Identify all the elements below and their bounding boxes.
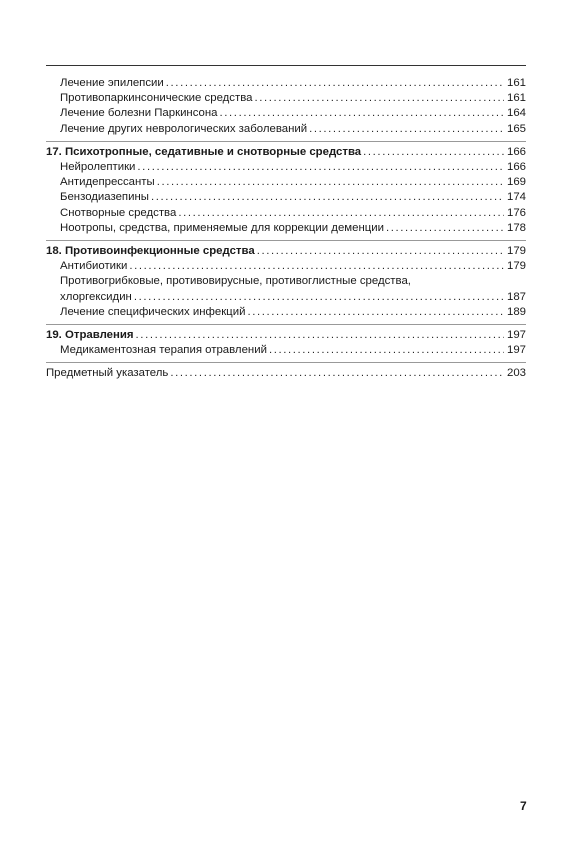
header-rule xyxy=(46,65,526,66)
toc-chapter-page: 197 xyxy=(506,329,526,342)
section-divider xyxy=(46,240,526,241)
dot-leader xyxy=(247,305,504,320)
toc-entry-page: 197 xyxy=(506,344,526,357)
toc-entry[interactable] xyxy=(46,160,526,175)
toc-entry-title: Лечение специфических инфекций xyxy=(60,305,246,318)
toc-entry[interactable] xyxy=(46,206,526,221)
toc-entry-page: 161 xyxy=(506,92,526,105)
toc-entry-page: 187 xyxy=(506,290,526,303)
toc-entry-title: хлоргексидин xyxy=(60,290,132,303)
dot-leader xyxy=(220,106,504,121)
toc-chapter-17[interactable] xyxy=(46,145,526,160)
dot-leader xyxy=(178,206,504,221)
toc-entry-title: Нейролептики xyxy=(60,161,136,174)
toc-entry-title: Противопаркинсонические средства xyxy=(60,92,253,105)
dot-leader xyxy=(134,290,504,305)
toc-chapter-title: 17. Психотропные, седативные и снотворные средства xyxy=(46,145,362,158)
toc-entry[interactable] xyxy=(46,221,526,236)
dot-leader xyxy=(386,221,504,236)
toc-entry-page: 165 xyxy=(506,122,526,135)
toc-entry-title: Бензодиазепины xyxy=(60,191,149,204)
toc-entry-page: 169 xyxy=(506,176,526,189)
toc-chapter-title: 19. Отравления xyxy=(46,329,134,342)
toc-entry[interactable] xyxy=(46,290,526,305)
dot-leader xyxy=(257,244,504,259)
toc-entry[interactable] xyxy=(46,190,526,205)
toc-entry-wrapped-line[interactable] xyxy=(46,274,526,289)
toc-entry-title: Антибиотики xyxy=(60,260,128,273)
dot-leader xyxy=(157,175,504,190)
toc-entry-page: 176 xyxy=(506,206,526,219)
toc-entry-page: 164 xyxy=(506,107,526,120)
dot-leader xyxy=(170,366,504,381)
dot-leader xyxy=(129,259,504,274)
toc-entry-page: 179 xyxy=(506,260,526,273)
toc-entry[interactable] xyxy=(46,76,526,91)
toc-entry-title: Ноотропы, средства, применяемые для коррекции деменции xyxy=(60,221,384,234)
toc-entry[interactable] xyxy=(46,343,526,358)
toc-entry-title: Лечение болезни Паркинсона xyxy=(60,107,218,120)
toc-chapter-page: 179 xyxy=(506,245,526,258)
toc-entry-title: Снотворные средства xyxy=(60,206,177,219)
dot-leader xyxy=(151,190,504,205)
toc-entry-title: Медикаментозная терапия отравлений xyxy=(60,344,267,357)
toc-entry[interactable] xyxy=(46,106,526,121)
dot-leader xyxy=(309,122,504,137)
dot-leader xyxy=(136,328,504,343)
toc-entry[interactable] xyxy=(46,91,526,106)
section-divider xyxy=(46,362,526,363)
toc-entry-title: Предметный указатель xyxy=(46,367,169,380)
toc-entry-title: Противогрибковые, противовирусные, противоглистные средства, xyxy=(60,275,411,288)
toc-entry[interactable] xyxy=(46,175,526,190)
toc-entry-page: 166 xyxy=(506,161,526,174)
dot-leader xyxy=(254,91,504,106)
page-number: 7 xyxy=(520,799,527,813)
toc-entry-page: 174 xyxy=(506,191,526,204)
toc-index[interactable] xyxy=(46,366,526,381)
toc-entry-page: 178 xyxy=(506,221,526,234)
section-divider xyxy=(46,324,526,325)
toc-entry-page: 161 xyxy=(506,77,526,89)
dot-leader xyxy=(363,145,504,160)
toc-entry[interactable] xyxy=(46,122,526,137)
toc-entry-page: 203 xyxy=(506,367,526,380)
toc-chapter-19[interactable] xyxy=(46,328,526,343)
section-divider xyxy=(46,141,526,142)
toc-chapter-title: 18. Противоинфекционные средства xyxy=(46,245,255,258)
toc-entry[interactable] xyxy=(46,259,526,274)
toc-entry-title: Лечение других неврологических заболеваний xyxy=(60,122,308,135)
table-of-contents xyxy=(46,76,526,382)
toc-entry-page: 189 xyxy=(506,305,526,318)
toc-chapter-18[interactable] xyxy=(46,244,526,259)
toc-chapter-page: 166 xyxy=(506,145,526,158)
toc-entry-title: Лечение эпилепсии xyxy=(60,77,164,89)
toc-entry[interactable] xyxy=(46,305,526,320)
dot-leader xyxy=(269,343,504,358)
dot-leader xyxy=(166,76,504,91)
toc-entry-title: Антидепрессанты xyxy=(60,176,155,189)
dot-leader xyxy=(137,160,504,175)
